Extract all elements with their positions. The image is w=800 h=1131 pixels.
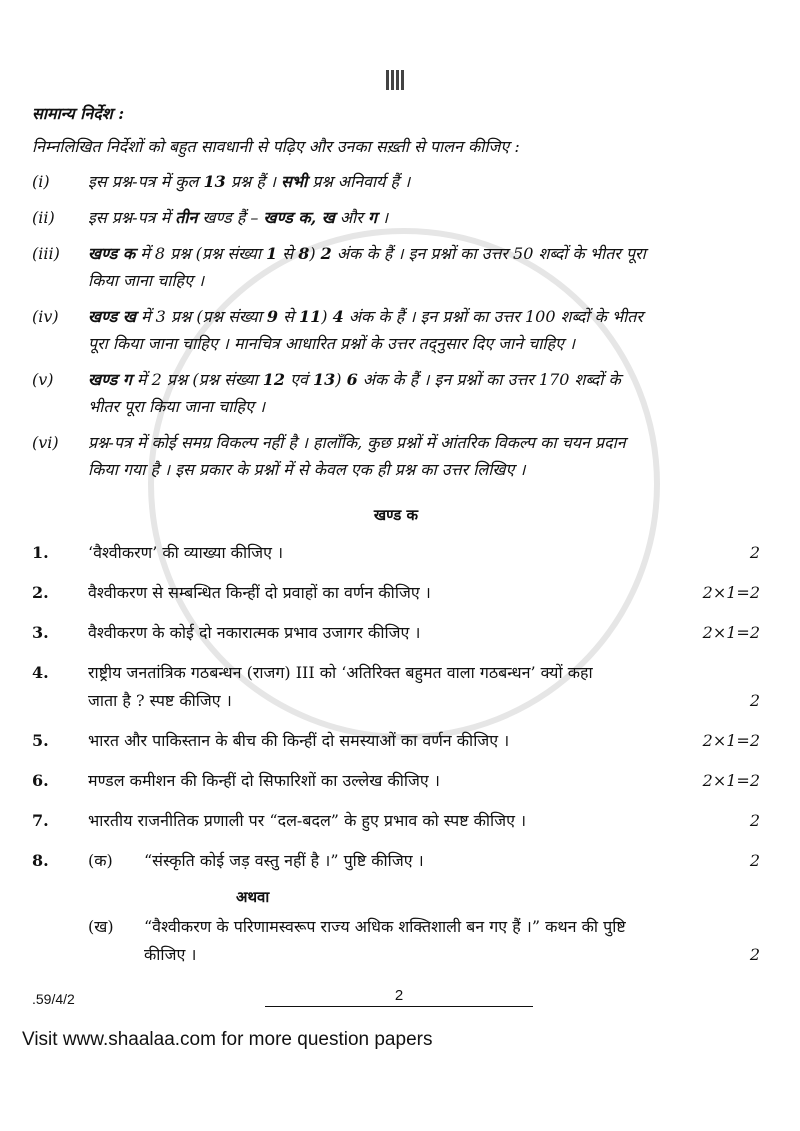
marks: 2×1=2 [702,623,760,642]
marks: 2 [749,945,760,964]
question-text: राष्ट्रीय जनतांत्रिक गठबन्धन (राजग) III को ‘अतिरिक्त बहुमत वाला गठबन्धन’ क्यों कहा [88,663,593,682]
qr-code-icon [386,70,406,90]
question-number: 2. [32,583,49,602]
shaalaa-link[interactable]: Visit www.shaalaa.com for more question papers [22,1029,433,1050]
instruction-segment: अंक के हैं । इन प्रश्नों का उत्तर 50 शब्दों के भीतर पूरा [331,244,646,263]
instruction-segment: 1 [266,244,278,263]
instruction-segment: सभी [281,172,308,191]
paper-code: .59/4/2 [32,991,75,1007]
question-item [32,659,760,715]
instruction-text [88,303,760,330]
question-text: ‘वैश्वीकरण’ की व्याख्या कीजिए । [88,543,284,562]
instruction-segment: 13 [312,370,336,389]
question-item [32,539,760,567]
instruction-segment: भीतर पूरा किया जाना चाहिए । [88,397,266,416]
instruction-text [88,330,760,357]
instruction-segment: से [277,244,299,263]
instruction-text [88,267,760,294]
instructions-intro: निम्नलिखित निर्देशों को बहुत सावधानी से पढ़िए और उनका सख़्ती से पालन कीजिए : [32,137,520,156]
question-text: भारत और पाकिस्तान के बीच की किन्हीं दो समस्याओं का वर्णन कीजिए । [88,731,510,750]
instruction-segment: से [278,307,300,326]
question-body [88,659,668,715]
instruction-body [88,303,760,357]
instruction-segment: खण्ड हैं – [197,208,264,227]
option-a [88,847,668,875]
instruction-segment: अंक के हैं । इन प्रश्नों का उत्तर 100 शब्दों के भीतर [343,307,643,326]
instruction-segment: प्रश्न हैं । [225,172,282,191]
instruction-segment: प्रश्न अनिवार्य हैं । [307,172,411,191]
instruction-item [32,240,760,294]
instruction-body [88,429,760,483]
instruction-segment: ) [309,244,321,263]
instruction-text [88,456,760,483]
instruction-segment: तीन [175,208,198,227]
page-footer [32,987,760,1007]
instruction-segment: 9 [266,307,279,326]
option-text-a: “संस्कृति कोई जड़ वस्तु नहीं है ।” पुष्टि कीजिए । [144,851,424,870]
question-text: भारतीय राजनीतिक प्रणाली पर “दल-बदल” के हुए प्रभाव को स्पष्ट कीजिए । [88,811,527,830]
instruction-segment: 13 [203,172,226,191]
instruction-number: (i) [32,172,50,191]
instruction-segment: 11 [299,307,322,326]
question-text: वैश्वीकरण से सम्बन्धित किन्हीं दो प्रवाहों का वर्णन कीजिए । [88,583,431,602]
question-number: 5. [32,731,49,750]
instruction-segment: में 3 प्रश्न (प्रश्न संख्या [135,307,267,326]
instruction-item [32,429,760,483]
question-body [88,807,668,835]
instruction-segment: खण्ड ख [88,307,136,326]
instruction-segment: 6 [346,370,358,389]
instruction-item [32,303,760,357]
questions-list [32,539,760,835]
instruction-body [88,168,760,195]
instruction-segment: । [376,208,389,227]
question-body [88,539,668,567]
instruction-body [88,240,760,294]
question-number: 4. [32,663,49,682]
instructions-heading: सामान्य निर्देश : [32,104,125,123]
question-text: मण्डल कमीशन की किन्हीं दो सिफारिशों का उल्लेख कीजिए । [88,771,440,790]
question-body [88,767,668,795]
question-text: जाता है ? स्पष्ट कीजिए । [88,691,232,710]
instruction-text [88,204,760,231]
question-body [88,727,668,755]
marks: 2 [749,691,760,710]
instruction-segment: 2 [320,244,332,263]
question-item [32,619,760,647]
instruction-segment: किया जाना चाहिए । [88,271,205,290]
question-item [32,807,760,835]
marks: 2×1=2 [702,583,760,602]
instruction-segment: में 2 प्रश्न (प्रश्न संख्या [131,370,263,389]
question-text: वैश्वीकरण के कोई दो नकारात्मक प्रभाव उजागर कीजिए । [88,623,421,642]
instruction-number: (iv) [32,307,59,326]
instruction-segment: इस प्रश्न-पत्र में [88,208,176,227]
instruction-segment: इस प्रश्न-पत्र में कुल [88,172,204,191]
question-item [32,727,760,755]
instruction-segment: 4 [332,307,344,326]
instruction-segment: और [334,208,368,227]
instruction-body [88,204,760,231]
page-number: 2 [265,987,533,1007]
instruction-segment: ) [321,307,333,326]
option-b [88,913,668,969]
instruction-text [88,393,760,420]
question-text [88,847,668,875]
instruction-segment: प्रश्न-पत्र में कोई समग्र विकल्प नहीं है । हालाँकि, कुछ प्रश्नों में आंतरिक विकल्प का चयन प्रदान [88,433,626,452]
option-text-b: “वैश्वीकरण के परिणामस्वरूप राज्य अधिक शक्तिशाली बन गए हैं ।” कथन की पुष्टि [144,917,626,936]
marks: 2×1=2 [702,731,760,750]
section-title: खण्ड क [373,506,419,524]
question-number: 1. [32,543,49,562]
instruction-item [32,204,760,231]
question-item [32,847,760,875]
question-number: 7. [32,811,49,830]
question-number: 8. [32,851,49,870]
instruction-segment: किया गया है । इस प्रकार के प्रश्नों में से केवल एक ही प्रश्न का उत्तर लिखिए । [88,460,526,479]
instruction-segment: ग [367,208,377,227]
instruction-segment: 8 [298,244,310,263]
instruction-segment: 12 [262,370,286,389]
instruction-body [88,366,760,420]
question-body [88,619,668,647]
question-item [32,913,760,969]
question-number: 6. [32,771,49,790]
instruction-segment: एवं [285,370,313,389]
question-item [32,579,760,607]
instruction-segment: खण्ड ग [88,370,132,389]
marks: 2×1=2 [702,771,760,790]
instruction-segment: ) [335,370,347,389]
question-number: 3. [32,623,49,642]
instruction-number: (ii) [32,208,55,227]
marks: 2 [749,851,760,870]
marks: 2 [749,543,760,562]
instruction-text [88,240,760,267]
instruction-segment: खण्ड क [88,244,136,263]
option-text-b-cont: कीजिए । [144,945,197,964]
instruction-text [88,366,760,393]
question-item [32,767,760,795]
option-label-a: (क) [88,851,113,870]
instruction-text [88,429,760,456]
instruction-segment: खण्ड क, ख [263,208,335,227]
instruction-number: (v) [32,370,54,389]
instruction-segment: पूरा किया जाना चाहिए । मानचित्र आधारित प्रश्नों के उत्तर तद्नुसार दिए जाने चाहिए । [88,334,576,353]
marks: 2 [749,811,760,830]
instruction-text [88,168,760,195]
instruction-item [32,366,760,420]
instruction-segment: अंक के हैं । इन प्रश्नों का उत्तर 170 शब्दों के [357,370,621,389]
question-text [88,913,668,969]
instruction-item [32,168,760,195]
option-text-b-wrap [144,913,668,969]
instructions-list [32,168,760,483]
option-label-b: (ख) [88,917,114,936]
instruction-number: (vi) [32,433,59,452]
instruction-number: (iii) [32,244,60,263]
question-body [88,579,668,607]
instruction-segment: में 8 प्रश्न (प्रश्न संख्या [135,244,267,263]
or-separator: अथवा [236,888,270,906]
